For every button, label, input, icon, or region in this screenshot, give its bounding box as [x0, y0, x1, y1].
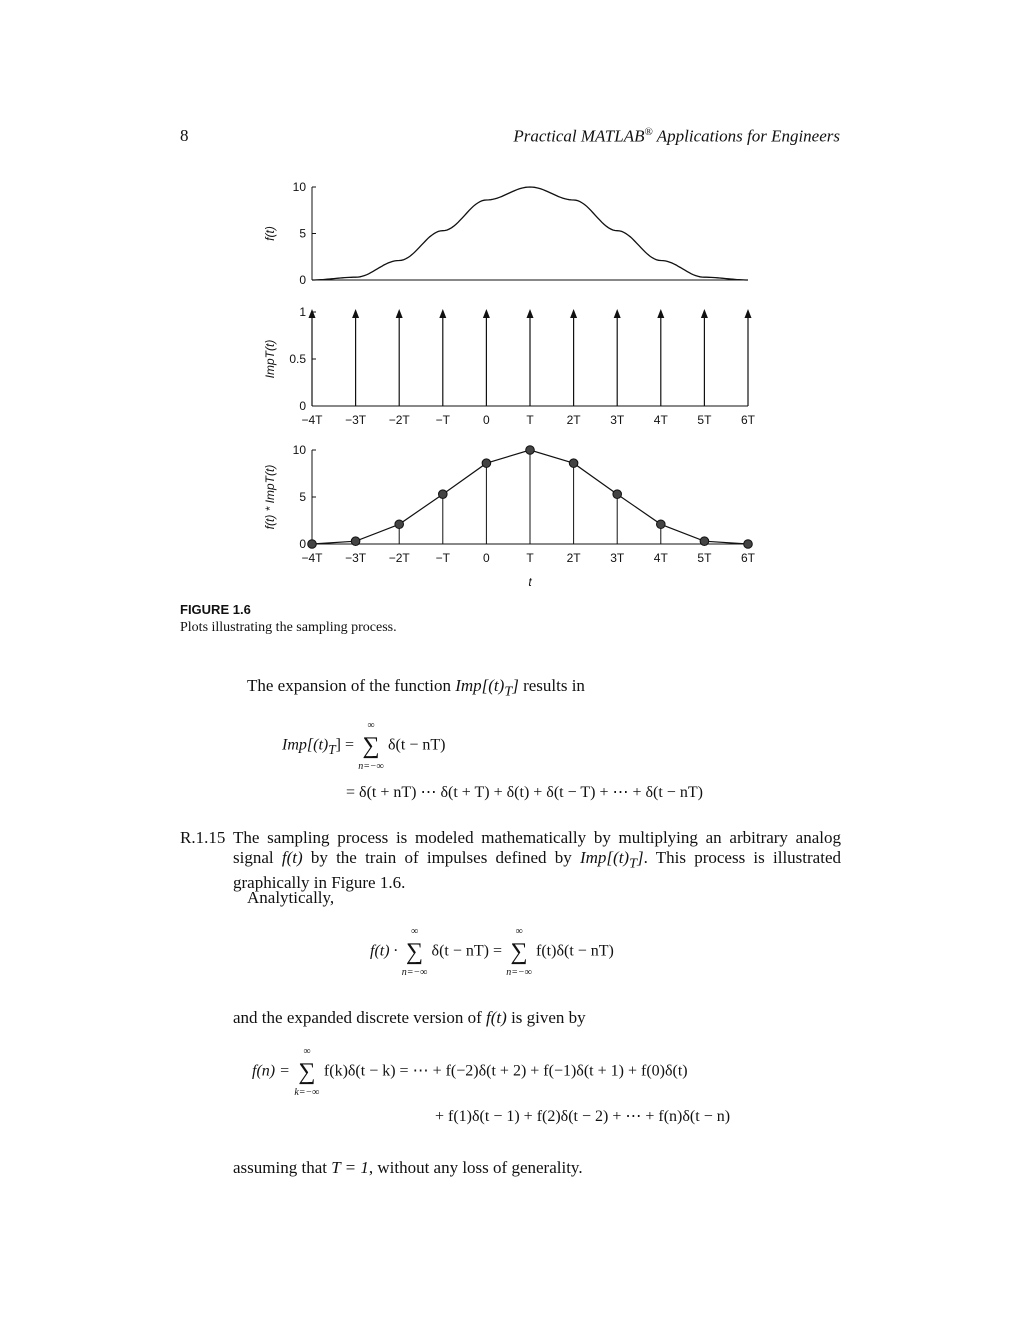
running-title: Practical MATLAB® Applications for Engineers	[513, 126, 840, 146]
paragraph-assumption: assuming that T = 1, without any loss of generality.	[233, 1158, 583, 1177]
impulse-arrowhead	[527, 309, 534, 318]
summation-symbol: ∞ ∑ k=−∞	[294, 1046, 320, 1098]
x-tick-label: 6T	[740, 413, 756, 427]
impulse-arrowhead	[396, 309, 403, 318]
sample-point	[526, 446, 535, 455]
x-tick-label: 5T	[697, 551, 712, 565]
panel-sampled-signal	[263, 443, 756, 589]
sample-point	[657, 520, 666, 529]
impulse-arrowhead	[614, 309, 621, 318]
x-tick-label: 5T	[697, 413, 712, 427]
sample-point	[439, 490, 448, 499]
sample-point	[569, 459, 578, 468]
figure-label: FIGURE 1.6	[180, 602, 251, 617]
panel-impulse-train	[263, 305, 756, 427]
x-tick-label: 4T	[653, 551, 668, 565]
y-tick-label: 0.5	[289, 352, 306, 366]
y-axis-label: f(t)	[263, 226, 277, 241]
panel-f-of-t	[263, 180, 748, 287]
x-tick-label: 0	[483, 413, 490, 427]
summation-symbol: ∞ ∑ n=−∞	[358, 720, 384, 772]
y-tick-label: 10	[292, 180, 306, 194]
impulse-arrowhead	[701, 309, 708, 318]
sampling-figure	[240, 170, 780, 600]
figure-caption: Plots illustrating the sampling process.	[180, 620, 397, 635]
impulse-arrowhead	[439, 309, 446, 318]
y-tick-label: 5	[299, 490, 306, 504]
equation-discrete-line2: + f(1)δ(t − 1) + f(2)δ(t − 2) + ⋯ + f(n)δ(t − n)	[435, 1108, 731, 1125]
x-tick-label: 3T	[610, 551, 625, 565]
sample-point	[395, 520, 404, 529]
y-axis-label: f(t) * ImpT(t)	[263, 464, 277, 530]
remark-paragraph: The sampling process is modeled mathematically by multiplying an arbitrary analog signal f(t) by the train of impulses defined by $Imp[(t)_T]$. This process is illustrated graphically in Figure 1.6.	[233, 828, 841, 893]
sample-point	[744, 540, 753, 549]
impulse-arrowhead	[745, 309, 752, 318]
x-tick-label: 2T	[566, 413, 581, 427]
x-tick-label: 0	[483, 551, 490, 565]
equation-impulse-train: $Imp[(t)_T]$ = ∞ ∑ n=−∞ δ(t − nT)	[282, 720, 446, 772]
x-tick-label: 4T	[653, 413, 668, 427]
x-tick-label: −4T	[301, 413, 323, 427]
x-tick-label: T	[526, 413, 534, 427]
remark-number: R.1.15	[180, 828, 226, 847]
x-tick-label: −3T	[345, 551, 367, 565]
summation-symbol: ∞ ∑ n=−∞	[506, 926, 532, 978]
sample-point	[351, 537, 360, 546]
equation-impulse-expansion: = δ(t + nT) ⋯ δ(t + T) + δ(t) + δ(t − T) + ⋯ + δ(t − nT)	[346, 784, 703, 801]
y-tick-label: 10	[292, 443, 306, 457]
impulse-arrowhead	[309, 309, 316, 318]
equation-sampling: f(t) · ∞ ∑ n=−∞ δ(t − nT) = ∞ ∑ n=−∞ f(t)δ(t − nT)	[370, 926, 614, 978]
impulse-arrowhead	[483, 309, 490, 318]
x-tick-label: 2T	[566, 551, 581, 565]
x-tick-label: −2T	[388, 413, 410, 427]
f-of-t-curve	[312, 187, 748, 280]
y-tick-label: 0	[299, 273, 306, 287]
y-axis-label: ImpT(t)	[263, 339, 277, 379]
x-tick-label: T	[526, 551, 534, 565]
x-axis-label: t	[528, 575, 532, 589]
y-tick-label: 0	[299, 537, 306, 551]
x-tick-label: 3T	[610, 413, 625, 427]
x-tick-label: −T	[435, 413, 450, 427]
impulse-arrowhead	[352, 309, 359, 318]
paragraph-expansion: The expansion of the function $Imp[(t)_T]$ results in	[247, 676, 585, 700]
page-number: 8	[180, 126, 189, 145]
x-tick-label: 6T	[740, 551, 756, 565]
paragraph-discrete: and the expanded discrete version of f(t) is given by	[233, 1008, 586, 1027]
summation-symbol: ∞ ∑ n=−∞	[401, 926, 428, 978]
sample-point	[613, 490, 622, 499]
x-tick-label: −T	[435, 551, 450, 565]
sample-point	[482, 459, 491, 468]
impulse-arrowhead	[657, 309, 664, 318]
sample-point	[308, 540, 317, 549]
y-tick-label: 1	[299, 305, 306, 319]
impulse-arrowhead	[570, 309, 577, 318]
equation-discrete-line1: f(n) = ∞ ∑ k=−∞ f(k)δ(t − k) = ⋯ + f(−2)δ(t + 2) + f(−1)δ(t + 1) + f(0)δ(t)	[252, 1046, 688, 1098]
x-tick-label: −4T	[301, 551, 323, 565]
sample-point	[700, 537, 709, 546]
y-tick-label: 5	[299, 226, 306, 241]
x-tick-label: −3T	[345, 413, 367, 427]
y-tick-label: 0	[299, 399, 306, 413]
x-tick-label: −2T	[388, 551, 410, 565]
analytically-label: Analytically,	[247, 888, 335, 907]
